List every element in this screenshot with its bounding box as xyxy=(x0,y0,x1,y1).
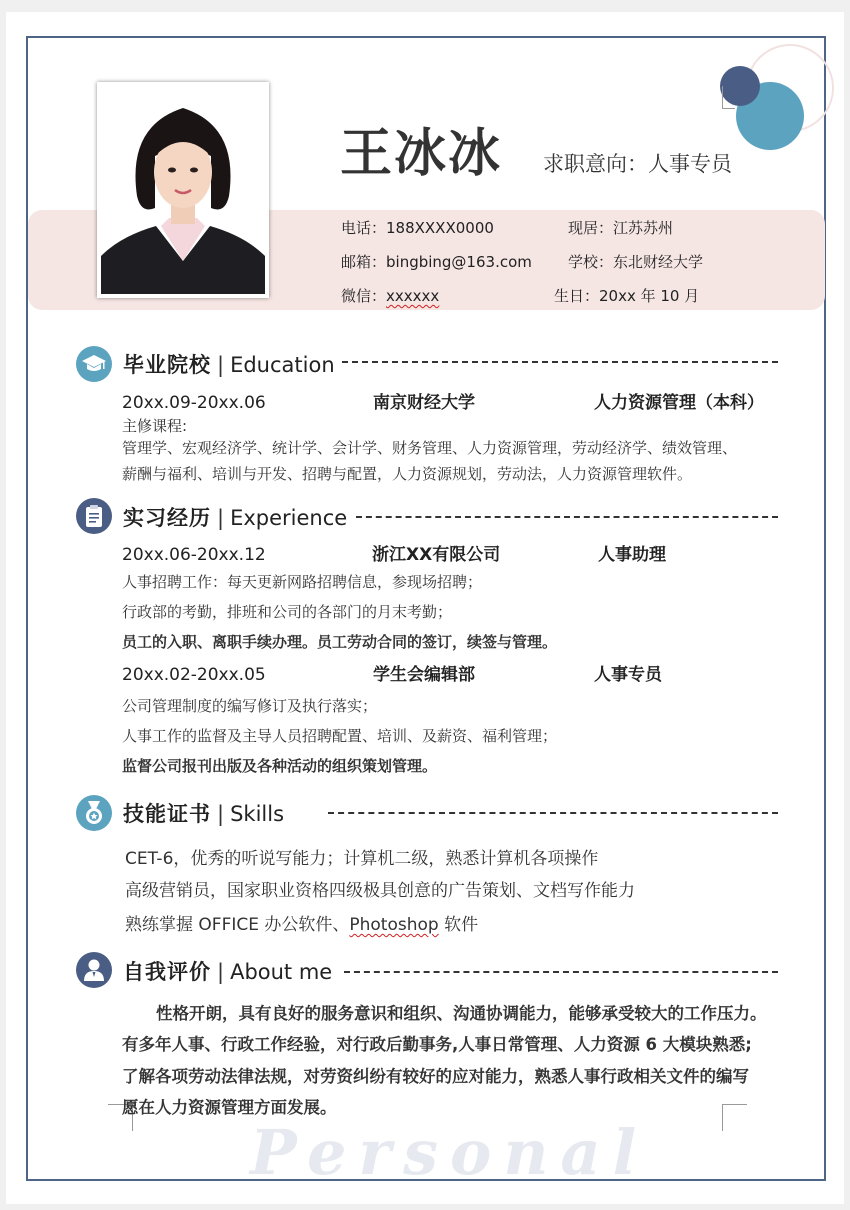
section-divider xyxy=(342,361,778,363)
about-line: 有多年人事、行政工作经验，对行政后勤事务,人事日常管理、人力资源 6 大模块熟悉; xyxy=(122,1035,752,1054)
job-org: 浙江XX有限公司 xyxy=(372,545,501,565)
email-field: 邮箱：bingbing@163.com xyxy=(341,253,532,271)
job-period: 20xx.02-20xx.05 xyxy=(122,665,266,685)
job-intent: 求职意向：人事专员 xyxy=(543,152,732,176)
job-duty: 人事工作的监督及主导人员招聘配置、培训、及薪资、福利管理； xyxy=(122,727,558,745)
person-icon xyxy=(76,952,112,988)
job-duty: 公司管理制度的编写修订及执行落实； xyxy=(122,697,378,715)
about-line: 愿在人力资源管理方面发展。 xyxy=(122,1098,337,1117)
job-duty: 人事招聘工作：每天更新网路招聘信息，参现场招聘； xyxy=(122,573,483,591)
crop-mark-bottom-right xyxy=(722,1104,747,1131)
courses-line: 薪酬与福利、培训与开发、招聘与配置，人力资源规划，劳动法，人力资源管理软件。 xyxy=(122,465,693,483)
phone-field: 电话：188XXXX0000 xyxy=(341,219,494,237)
job-role: 人事专员 xyxy=(594,665,662,685)
skill-line: 熟练掌握 OFFICE 办公软件、Photoshop 软件 xyxy=(125,915,479,935)
clipboard-icon xyxy=(76,498,112,534)
job-duty: 员工的入职、离职手续办理。员工劳动合同的签订，续签与管理。 xyxy=(122,633,558,651)
job-org: 学生会编辑部 xyxy=(373,665,475,685)
medal-icon xyxy=(76,795,112,831)
profile-photo xyxy=(97,82,269,298)
graduation-cap-icon xyxy=(76,346,112,382)
job-period: 20xx.06-20xx.12 xyxy=(122,545,266,565)
residence-field: 现居：江苏苏州 xyxy=(568,219,674,237)
skill-line: 高级营销员，国家职业资格四级极具创意的广告策划、文档写作能力 xyxy=(125,881,635,901)
wechat-label: 微信： xyxy=(341,287,387,305)
crop-mark-top xyxy=(722,86,735,109)
section-title-about: 自我评价 | About me xyxy=(123,960,333,984)
school-field: 学校：东北财经大学 xyxy=(568,253,704,271)
courses-line: 管理学、宏观经济学、统计学、会计学、财务管理、人力资源管理，劳动经济学、绩效管理、 xyxy=(122,439,738,457)
section-divider xyxy=(356,516,778,518)
watermark-text: Personal xyxy=(250,1116,649,1189)
job-duty: 监督公司报刊出版及各种活动的组织策划管理。 xyxy=(122,757,438,775)
courses-label: 主修课程: xyxy=(122,417,188,435)
job-duty: 行政部的考勤，排班和公司的各部门的月末考勤； xyxy=(122,603,453,621)
job-role: 人事助理 xyxy=(598,545,666,565)
edu-school: 南京财经大学 xyxy=(373,393,475,413)
birthday-field: 生日：20xx 年 10 月 xyxy=(554,287,700,305)
skill-line: CET-6，优秀的听说写能力；计算机二级，熟悉计算机各项操作 xyxy=(125,849,599,869)
section-title-education: 毕业院校 | Education xyxy=(123,353,335,377)
about-line: 了解各项劳动法律法规，对劳资纠纷有较好的应对能力，熟悉人事行政相关文件的编写 xyxy=(122,1067,749,1086)
section-divider xyxy=(328,812,778,814)
wechat-field xyxy=(341,286,439,306)
about-line: 性格开朗，具有良好的服务意识和组织、沟通协调能力，能够承受较大的工作压力。 xyxy=(156,1004,767,1023)
section-title-experience: 实习经历 | Experience xyxy=(123,506,348,530)
edu-major: 人力资源管理（本科） xyxy=(594,393,764,413)
section-title-skills: 技能证书 | Skills xyxy=(123,802,285,826)
section-divider xyxy=(344,971,778,973)
edu-period: 20xx.09-20xx.06 xyxy=(122,393,266,413)
wechat-value: xxxxxx xyxy=(386,287,440,305)
candidate-name: 王冰冰 xyxy=(340,124,503,184)
